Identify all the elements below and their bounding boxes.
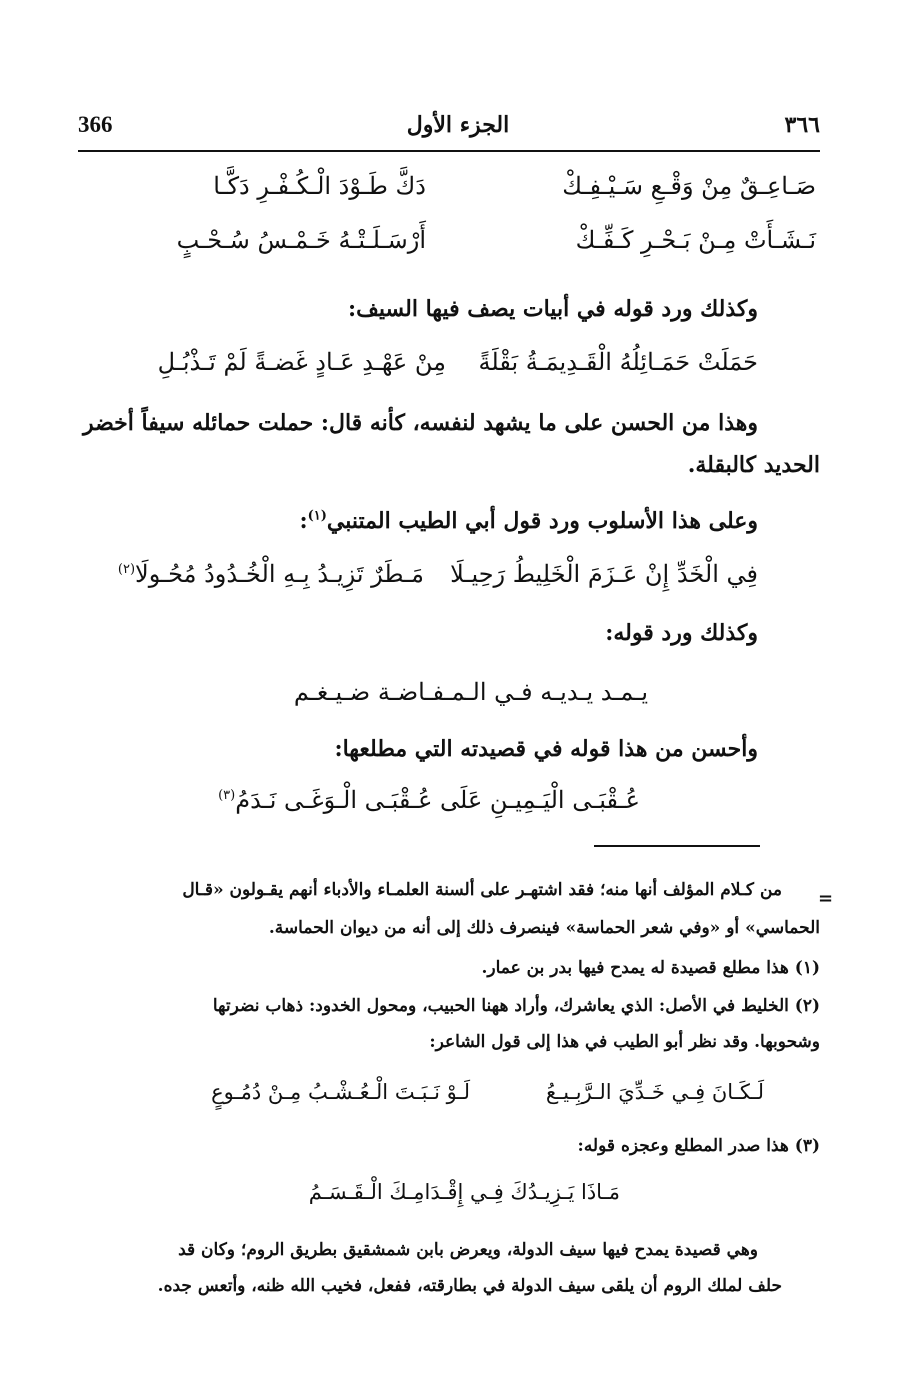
footnote-continuation-marker: = — [818, 888, 834, 909]
footnote-2-verse-right: لَـوْ نَـبَـتَ الْـعُـشْـبُ مِـنْ دُمُـوعٍ — [211, 1080, 470, 1104]
verse-sword-right-hemistich: حَمَلَتْ حَمَـائِلُهُ الْقَـدِيمَـةُ بَقْلَةً — [478, 348, 758, 376]
footnote-2-line1: (٢) الخليط في الأصل: الذي يعاشرك، وأراد ههنا الحبيب، ومحول الخدود: ذهاب نضرتها — [212, 996, 820, 1016]
paragraph-mutanabbi — [300, 508, 759, 534]
paragraph-commentary-line2: الحديد كالبقلة. — [687, 452, 820, 478]
paragraph-mutanabbi-text: وعلى هذا الأسلوب ورد قول أبي الطيب المتنبي — [326, 508, 758, 534]
verse1-right-hemistich: دَكَّ طَـوْدَ الْـكُـفْـرِ دَكَّـا — [213, 172, 426, 200]
footnote-3-explanation-line2: حلف لملك الروم أن يلقى سيف الدولة في بطارقته، ففعل، فخيب الله ظنه، وأتعس جده. — [157, 1276, 782, 1296]
paragraph-commentary-line1: وهذا من الحسن على ما يشهد لنفسه، كأنه قال: حملت حمائله سيفاً أخضر — [82, 410, 758, 436]
paragraph-mutanabbi-colon: : — [299, 508, 308, 534]
verse2-right-hemistich: أَرْسَـلَـتْـهُ خَـمْـسُ سُـحْـبٍ — [176, 226, 426, 254]
footnote-separator — [594, 845, 760, 847]
verse-mutanabbi-right-hemistich: فِي الْخَدِّ إِنْ عَـزَمَ الْخَلِيطُ رَحِيـلَا — [450, 560, 758, 588]
footnote-ref-2: (٢) — [117, 562, 136, 577]
footnote-3-verse: مَـاذَا يَـزِيـدُكَ فِـي إِقْـدَامِـكَ الْـقَـسَـمُ — [308, 1180, 620, 1204]
paragraph-another-saying: وكذلك ورد قوله: — [605, 620, 758, 646]
verse-aqba-text: عُـقْبَـى الْيَـمِيـنِ عَلَى عُـقْبَـى الْـوَغَـى نَـدَمُ — [235, 786, 640, 814]
footnote-ref-1: (١) — [307, 508, 327, 524]
verse-aqba — [218, 786, 640, 814]
verse-mutanabbi-left-text: مَـطَرٌ تَزِيـدُ بِـهِ الْخُـدُودُ مُحُـولَا — [135, 560, 424, 588]
part-title: الجزء الأول — [406, 112, 510, 138]
verse-mutanabbi-left-hemistich — [118, 560, 424, 588]
verse-sword-left-hemistich: مِنْ عَهْـدِ عَـادٍ غَضـةً لَمْ تَـذْبُـلِ — [157, 348, 446, 376]
paragraph-sword-intro: وكذلك ورد قوله في أبيات يصف فيها السيف: — [347, 296, 758, 322]
footnote-2-verse-left: لَـكَـانَ فِـي خَـدِّيَ الـرَّبِـيـعُ — [545, 1080, 764, 1104]
verse2-left-hemistich: نَـشَـأَتْ مِـنْ بَـحْـرِ كَـفِّـكْ — [575, 226, 816, 254]
footnote-continuation-line1: من كـلام المؤلف أنها منه؛ فقد اشتهـر على ألسنة العلمـاء والأدباء أنهم يقـولون «قـال — [182, 880, 782, 900]
footnote-3: (٣) هذا صدر المطلع وعجزه قوله: — [577, 1136, 820, 1156]
footnote-continuation-line2: الحماسي» أو «وفي شعر الحماسة» فينصرف ذلك إلى أنه من ديوان الحماسة. — [268, 918, 820, 938]
verse-dhaygham: يـمـد يـديـه فـي الـمـفـاضـة ضـيـغـم — [293, 678, 648, 706]
header-rule — [78, 150, 820, 152]
footnote-2-line2: وشحوبها. وقد نظر أبو الطيب في هذا إلى قول الشاعر: — [429, 1032, 820, 1052]
paragraph-better-saying: وأحسن من هذا قوله في قصيدته التي مطلعها: — [334, 736, 758, 762]
footnote-ref-3: (٣) — [218, 788, 236, 803]
page-number-arabic: ٣٦٦ — [784, 112, 820, 138]
page-number-latin: 366 — [78, 112, 113, 137]
footnote-3-explanation-line1: وهي قصيدة يمدح فيها سيف الدولة، ويعرض بابن شمشقيق بطريق الروم؛ وكان قد — [178, 1240, 758, 1260]
verse1-left-hemistich: صَـاعِـقٌ مِنْ وَقْـعِ سَـيْـفِـكْ — [562, 172, 816, 200]
footnote-1: (١) هذا مطلع قصيدة له يمدح فيها بدر بن عمار. — [481, 958, 820, 978]
